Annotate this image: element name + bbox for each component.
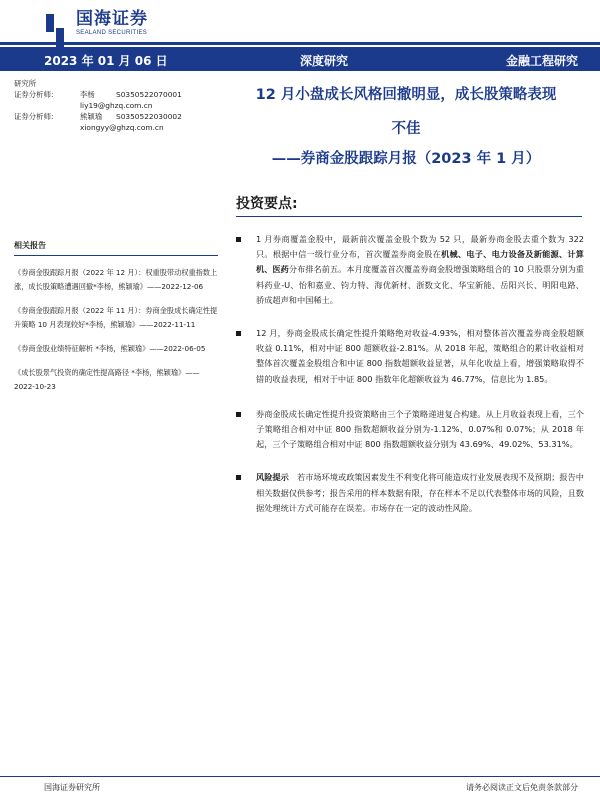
key-point-text: 券商金股成长确定性提升投资策略由三个子策略递进复合构建。从上月收益表现上看，三个子策略组合相对中证 800 指数超额收益分别为-1.12%、0.07%和 0.07%；从 2018 年起，三个子策略组合相对中证 800 指数超额收益分别为 43.69%、49.02%、53.31%。 [256,408,584,450]
analyst-cert-id: S0350522070001 [116,90,182,99]
title-line: 12 月小盘成长风格回撤明显，成长股策略表现 [255,87,557,103]
related-report-item: 《成长股景气投资的确定性提高路径 *李杨，熊颖瑜》——2022-10-23 [14,368,200,391]
key-point [234,326,584,387]
risk-warning [234,470,584,516]
logo-name-cn: 国海证券 [76,8,148,29]
analyst-block [14,78,214,133]
institute-label: 研究所 [14,79,37,88]
top-divider [0,42,600,45]
analyst-email: liy19@ghzq.com.cn [80,101,153,110]
analyst-label: 证券分析师: [14,112,54,121]
header-bar [0,47,600,71]
analyst-email: xiongyy@ghzq.com.cn [80,123,164,132]
subtitle: ——券商金股跟踪月报（2023 年 1 月） [271,151,541,167]
logo-icon [44,10,70,36]
analyst-name: 李杨 [80,90,95,99]
report-date: 2023 年 01 月 06 日 [44,54,168,68]
analyst-name: 熊颖瑜 [80,112,103,121]
related-reports [14,240,218,394]
footer-disclaimer: 请务必阅读正文后免责条款部分 [466,783,578,792]
key-point [234,232,584,308]
report-category: 金融工程研究 [505,54,578,68]
related-report-item: 《券商金股业绩特征解析 *李杨，熊颖瑜》——2022-06-05 [14,344,206,353]
key-point-text: 1 月券商覆盖金股中，最新前次覆盖金股个数为 52 只，最新券商金股去重个数为 322 只。根据中信一级行业分布，首次覆盖券商金股在 [256,234,584,260]
key-point [234,407,584,453]
section-title: 投资要点: [236,196,298,212]
report-title [226,83,586,171]
key-point-highlight: 机械、电子、电力设备及新能源、计算机、医药 [256,249,584,275]
company-logo [44,8,148,38]
key-point-text: 12 月，券商金股成长确定性提升策略绝对收益-4.93%，相对整体首次覆盖券商金股超额收益 0.11%，相对中证 800 超额收益-2.81%。从 2018 年起，策略组合的累计收益相对整体首次覆盖金股组合和中证 800 指数超额收益显著，从年化收益上看，增强策略取得不错的收益表现，相对于中证 800 指数年化超额收益为 46.77%，信息比为 1.85。 [256,328,584,384]
section-divider [236,216,582,217]
analyst-cert-id: S0350522030002 [116,112,182,121]
key-point-text: 分布排名前五。本月度覆盖首次覆盖券商金股增强策略组合的 10 只股票分别为重料药业-U、怡和嘉业、钧力特、海优新材、浙数文化、华宝新能、岳阳兴长、明阳电路、骄成超声和中国稀土。 [256,264,584,305]
risk-warning-text: 若市场环境或政策因素发生不利变化将可能造成行业发展表现不及预期；报告中相关数据仅供参考；报告采用的样本数据有限，存在样本不足以代表整体市场的风险，且数据处理统计方式可能存在误差。市场存在一定的波动性风险。 [256,472,584,513]
related-reports-heading: 相关报告 [14,240,218,256]
footer-institute: 国海证券研究所 [44,783,100,792]
risk-warning-label: 风险提示 [256,472,289,483]
logo-name-en: SEALAND SECURITIES [76,29,148,36]
related-report-item: 《券商金股跟踪月报（2022 年 11 月）：券商金股成长确定性提升策略 10 月表现较好*李杨，熊颖瑜》——2022-11-11 [14,306,218,329]
footer-divider [0,776,600,777]
title-line: 不佳 [391,121,421,137]
key-points [234,232,584,516]
report-type: 深度研究 [300,54,349,68]
analyst-label: 证券分析师: [14,90,54,99]
related-report-item: 《券商金股跟踪月报（2022 年 12 月）：权重股带动权重指数上涨，成长股策略遭遇回撤*李杨，熊颖瑜》——2022-12-06 [14,268,218,291]
